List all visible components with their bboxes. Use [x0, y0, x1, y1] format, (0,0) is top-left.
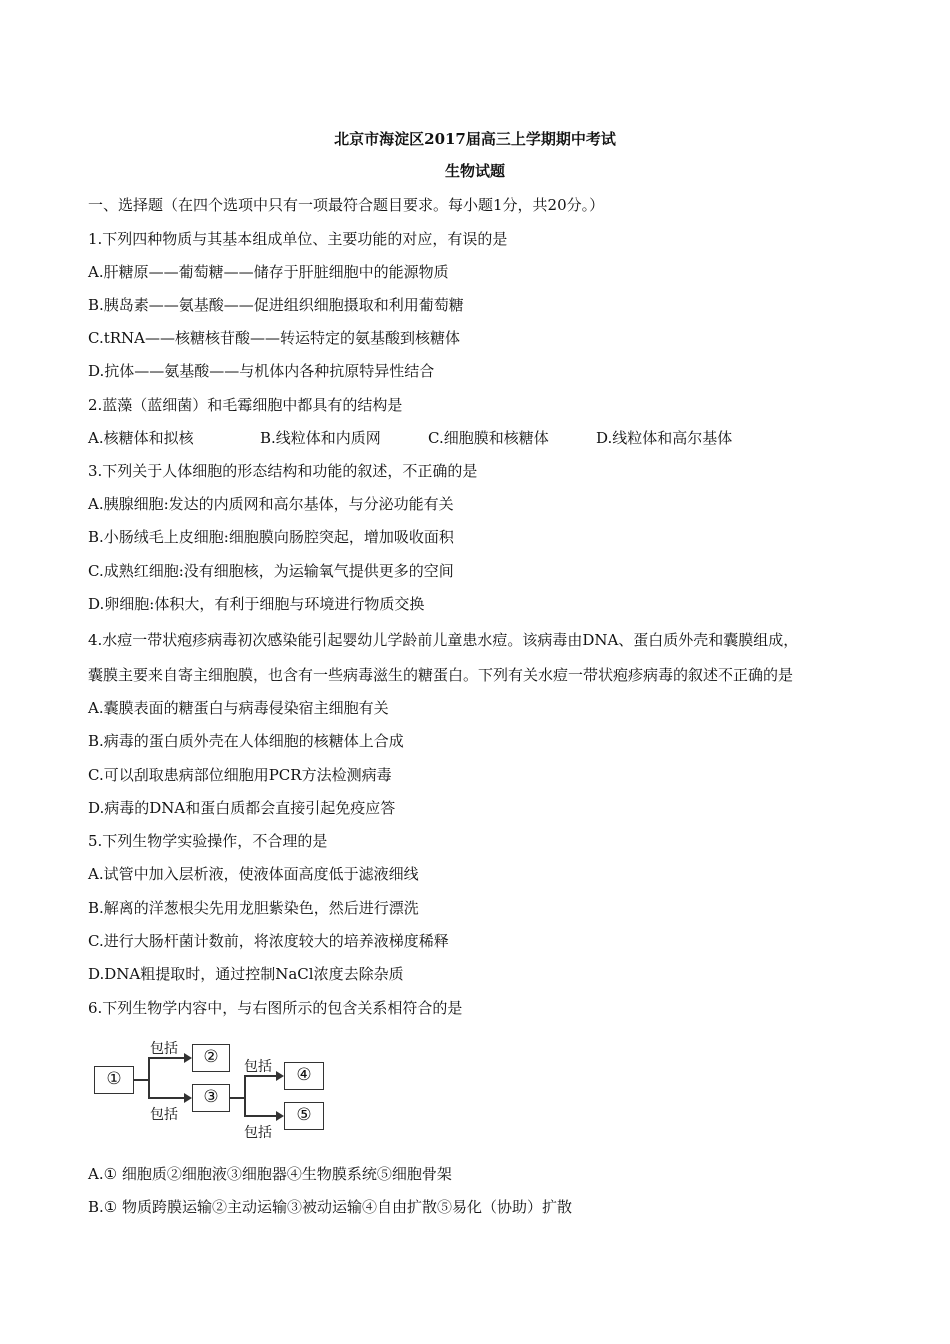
arrow-right-icon [184, 1093, 192, 1103]
page-subtitle: 生物试题 [444, 162, 505, 180]
diagram-connector [230, 1097, 244, 1099]
question-2-option-d: D.线粒体和高尔基体 [596, 429, 733, 447]
question-6-stem: 6.下列生物学内容中，与右图所示的包含关系相符合的是 [88, 999, 463, 1017]
question-1-stem: 1.下列四种物质与其基本组成单位、主要功能的对应，有误的是 [88, 230, 508, 248]
question-2-options [88, 427, 848, 447]
question-5-option-a: A.试管中加入层析液，使液体面高度低于滤液细线 [88, 865, 419, 883]
question-4-option-d: D.病毒的DNA和蛋白质都会直接引起免疫应答 [88, 799, 396, 817]
question-5-stem: 5.下列生物学实验操作，不合理的是 [88, 832, 328, 850]
diagram-connector [244, 1115, 276, 1117]
section-heading: 一、选择题（在四个选项中只有一项最符合题目要求。每小题1分，共20分。） [88, 196, 605, 214]
diagram-node-2: ② [192, 1044, 230, 1072]
diagram-label-right-bottom: 包括 [244, 1125, 272, 1141]
question-4-stem-line-1: 4.水痘一带状疱疹病毒初次感染能引起婴幼儿学龄前儿童患水痘。该病毒由DNA、蛋白质外壳和囊膜组成， [88, 631, 799, 649]
question-1-option-a: A.肝糖原——葡萄糖——储存于肝脏细胞中的能源物质 [88, 263, 449, 281]
question-4-option-a: A.囊膜表面的糖蛋白与病毒侵染宿主细胞有关 [88, 699, 389, 717]
question-1-option-c: C.tRNA——核糖核苷酸——转运特定的氨基酸到核糖体 [88, 329, 460, 347]
question-1-option-d: D.抗体——氨基酸——与机体内各种抗原特异性结合 [88, 362, 435, 380]
diagram-label-bottom: 包括 [150, 1107, 178, 1123]
question-3-stem: 3.下列关于人体细胞的形态结构和功能的叙述，不正确的是 [88, 462, 478, 480]
question-5-option-d: D.DNA粗提取时，通过控制NaCl浓度去除杂质 [88, 965, 404, 983]
diagram-node-5: ⑤ [284, 1102, 324, 1130]
question-5-option-c: C.进行大肠杆菌计数前，将浓度较大的培养液梯度稀释 [88, 932, 449, 950]
question-2-option-c: C.细胞膜和核糖体 [428, 429, 549, 447]
diagram-node-1: ① [94, 1066, 134, 1094]
question-3-option-a: A.胰腺细胞:发达的内质网和高尔基体，与分泌功能有关 [88, 495, 454, 513]
page-title: 北京市海淀区2017届高三上学期期中考试 [334, 130, 616, 148]
arrow-right-icon [276, 1111, 284, 1121]
question-4-stem-line-2: 囊膜主要来自寄主细胞膜，也含有一些病毒滋生的糖蛋白。下列有关水痘一带状疱疹病毒的叙述不正确的是 [88, 666, 794, 684]
question-1-option-b: B.胰岛素——氨基酸——促进组织细胞摄取和利用葡萄糖 [88, 296, 464, 314]
diagram-node-3: ③ [192, 1084, 230, 1112]
question-2-stem: 2.蓝藻（蓝细菌）和毛霉细胞中都具有的结构是 [88, 396, 403, 414]
question-4-option-b: B.病毒的蛋白质外壳在人体细胞的核糖体上合成 [88, 732, 404, 750]
diagram-connector [148, 1097, 184, 1099]
question-2-option-a: A.核糖体和拟核 [88, 429, 194, 447]
arrow-right-icon [276, 1071, 284, 1081]
diagram-label-top: 包括 [150, 1041, 178, 1057]
inclusion-diagram [88, 1030, 348, 1145]
question-2-option-b: B.线粒体和内质网 [260, 429, 381, 447]
question-3-option-c: C.成熟红细胞:没有细胞核，为运输氧气提供更多的空间 [88, 562, 454, 580]
question-6-option-a: A.① 细胞质②细胞液③细胞器④生物膜系统⑤细胞骨架 [88, 1165, 452, 1183]
diagram-node-4: ④ [284, 1062, 324, 1090]
question-4-option-c: C.可以刮取患病部位细胞用PCR方法检测病毒 [88, 766, 392, 784]
diagram-connector [148, 1057, 150, 1098]
question-5-option-b: B.解离的洋葱根尖先用龙胆紫染色，然后进行漂洗 [88, 899, 419, 917]
question-3-option-b: B.小肠绒毛上皮细胞:细胞膜向肠腔突起，增加吸收面积 [88, 528, 454, 546]
diagram-connector [244, 1075, 246, 1116]
diagram-label-right-top: 包括 [244, 1059, 272, 1075]
question-6-option-b: B.① 物质跨膜运输②主动运输③被动运输④自由扩散⑤易化（协助）扩散 [88, 1198, 573, 1216]
diagram-connector [134, 1079, 148, 1081]
arrow-right-icon [184, 1053, 192, 1063]
question-3-option-d: D.卵细胞:体积大，有利于细胞与环境进行物质交换 [88, 595, 425, 613]
